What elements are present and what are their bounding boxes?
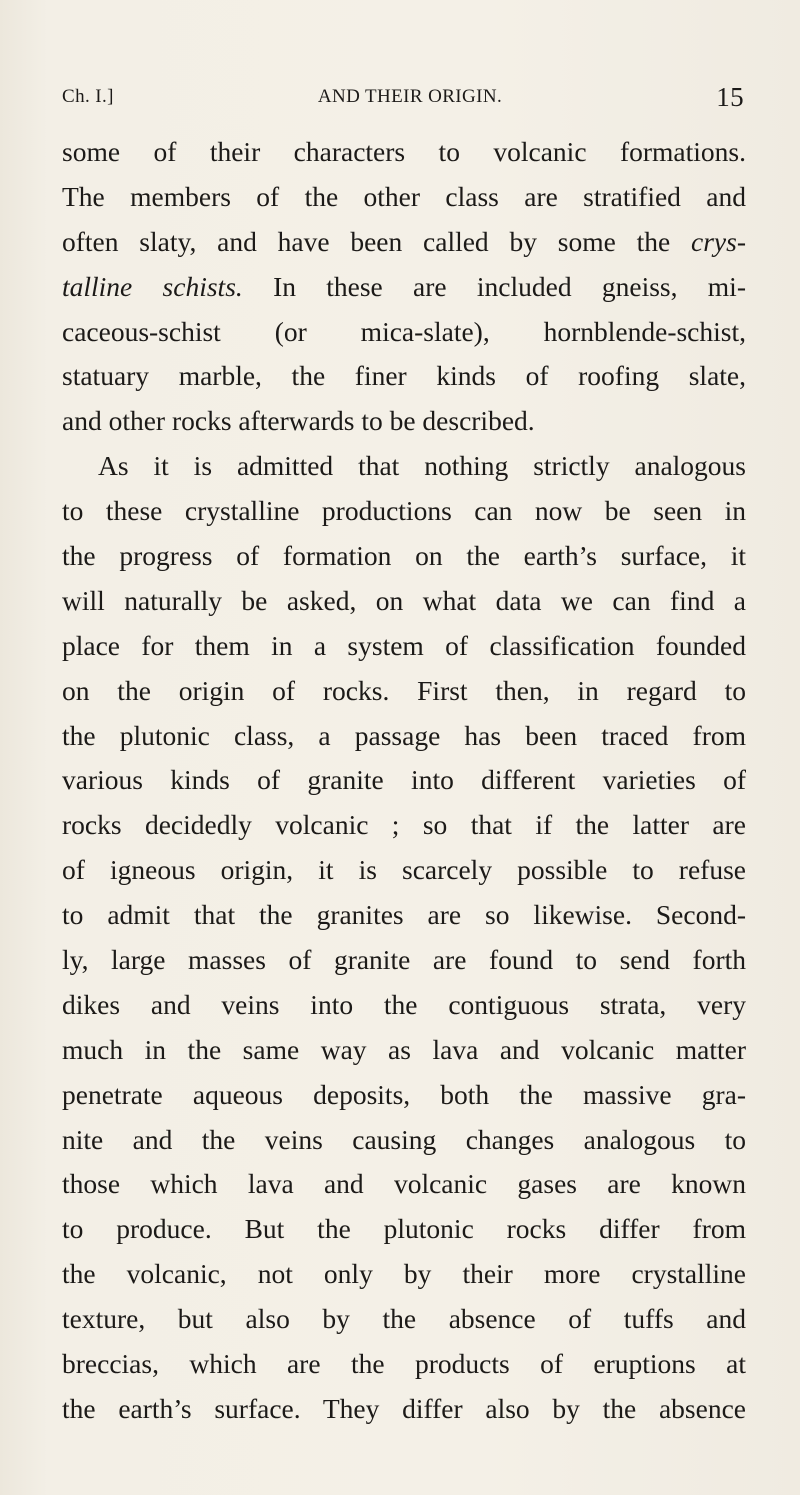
line-text: of igneous origin, it is scarcely possible to refuse — [62, 854, 746, 886]
text-line — [62, 1342, 746, 1387]
text-line — [62, 1252, 746, 1297]
text-line — [62, 714, 746, 759]
text-line — [62, 983, 746, 1028]
text-line — [62, 1028, 746, 1073]
line-text: The members of the other class are stratified and — [62, 180, 746, 212]
line-text: In these are included gneiss, mi- — [242, 270, 746, 302]
line-text: those which lava and volcanic gases are known — [62, 1168, 746, 1200]
text-line — [62, 399, 746, 444]
text-line — [62, 669, 746, 714]
running-head — [62, 78, 746, 114]
line-text: and other rocks afterwards to be described. — [62, 405, 535, 437]
text-line — [62, 489, 746, 534]
line-text: dikes and veins into the contiguous strata, very — [62, 988, 746, 1020]
text-line — [62, 803, 746, 848]
line-text: the earth’s surface. They differ also by the absence — [62, 1392, 746, 1424]
text-line — [62, 220, 746, 265]
text-line — [62, 310, 746, 355]
text-line — [62, 1207, 746, 1252]
line-text: the progress of formation on the earth’s surface, it — [62, 540, 746, 572]
text-line — [62, 130, 746, 175]
line-text: penetrate aqueous deposits, both the massive gra- — [62, 1078, 746, 1110]
chapter-marker: Ch. I.] — [62, 86, 114, 107]
text-line — [62, 1073, 746, 1118]
text-line — [62, 534, 746, 579]
line-text: to produce. But the plutonic rocks differ from — [62, 1213, 746, 1245]
text-line — [62, 1297, 746, 1342]
line-text: some of their characters to volcanic formations. — [62, 136, 746, 167]
line-text: to admit that the granites are so likewise. Second- — [62, 899, 746, 931]
text-line — [62, 938, 746, 983]
line-text: on the origin of rocks. First then, in regard to — [62, 674, 746, 706]
line-text: nite and the veins causing changes analogous to — [62, 1123, 746, 1155]
italic-term: talline schists. — [62, 270, 243, 302]
text-line — [62, 265, 746, 310]
text-line — [62, 848, 746, 893]
line-text: As it is admitted that nothing strictly analogous — [98, 450, 746, 482]
line-text: rocks decidedly volcanic ; so that if the latter are — [62, 809, 746, 841]
text-line — [62, 579, 746, 624]
text-line — [62, 444, 746, 489]
running-title: AND THEIR ORIGIN. — [317, 86, 503, 107]
line-text: caceous-schist (or mica-slate), hornblende-schist, — [62, 315, 746, 347]
text-line — [62, 1162, 746, 1207]
line-text: often slaty, and have been called by some the — [62, 225, 692, 257]
text-line — [62, 354, 746, 399]
line-text: various kinds of granite into different varieties of — [62, 764, 746, 796]
line-text: texture, but also by the absence of tuffs and — [62, 1303, 746, 1335]
line-text: breccias, which are the products of eruptions at — [62, 1348, 746, 1380]
text-line — [62, 624, 746, 669]
line-text: to these crystalline productions can now be seen in — [62, 495, 746, 527]
page-number: 15 — [716, 82, 744, 112]
line-text: ly, large masses of granite are found to send forth — [62, 944, 746, 976]
text-line — [62, 1387, 746, 1432]
line-text: the plutonic class, a passage has been traced from — [62, 719, 746, 751]
text-line — [62, 893, 746, 938]
line-text: will naturally be asked, on what data we can find a — [62, 584, 746, 616]
italic-term: crys- — [691, 225, 746, 257]
line-text: much in the same way as lava and volcanic matter — [62, 1033, 746, 1065]
line-text: place for them in a system of classification founded — [62, 629, 746, 661]
text-line — [62, 1118, 746, 1163]
line-text: the volcanic, not only by their more crystalline — [62, 1258, 746, 1290]
body-text — [62, 130, 746, 1432]
text-line — [62, 758, 746, 803]
line-text: statuary marble, the finer kinds of roofing slate, — [62, 360, 746, 392]
text-line — [62, 175, 746, 220]
